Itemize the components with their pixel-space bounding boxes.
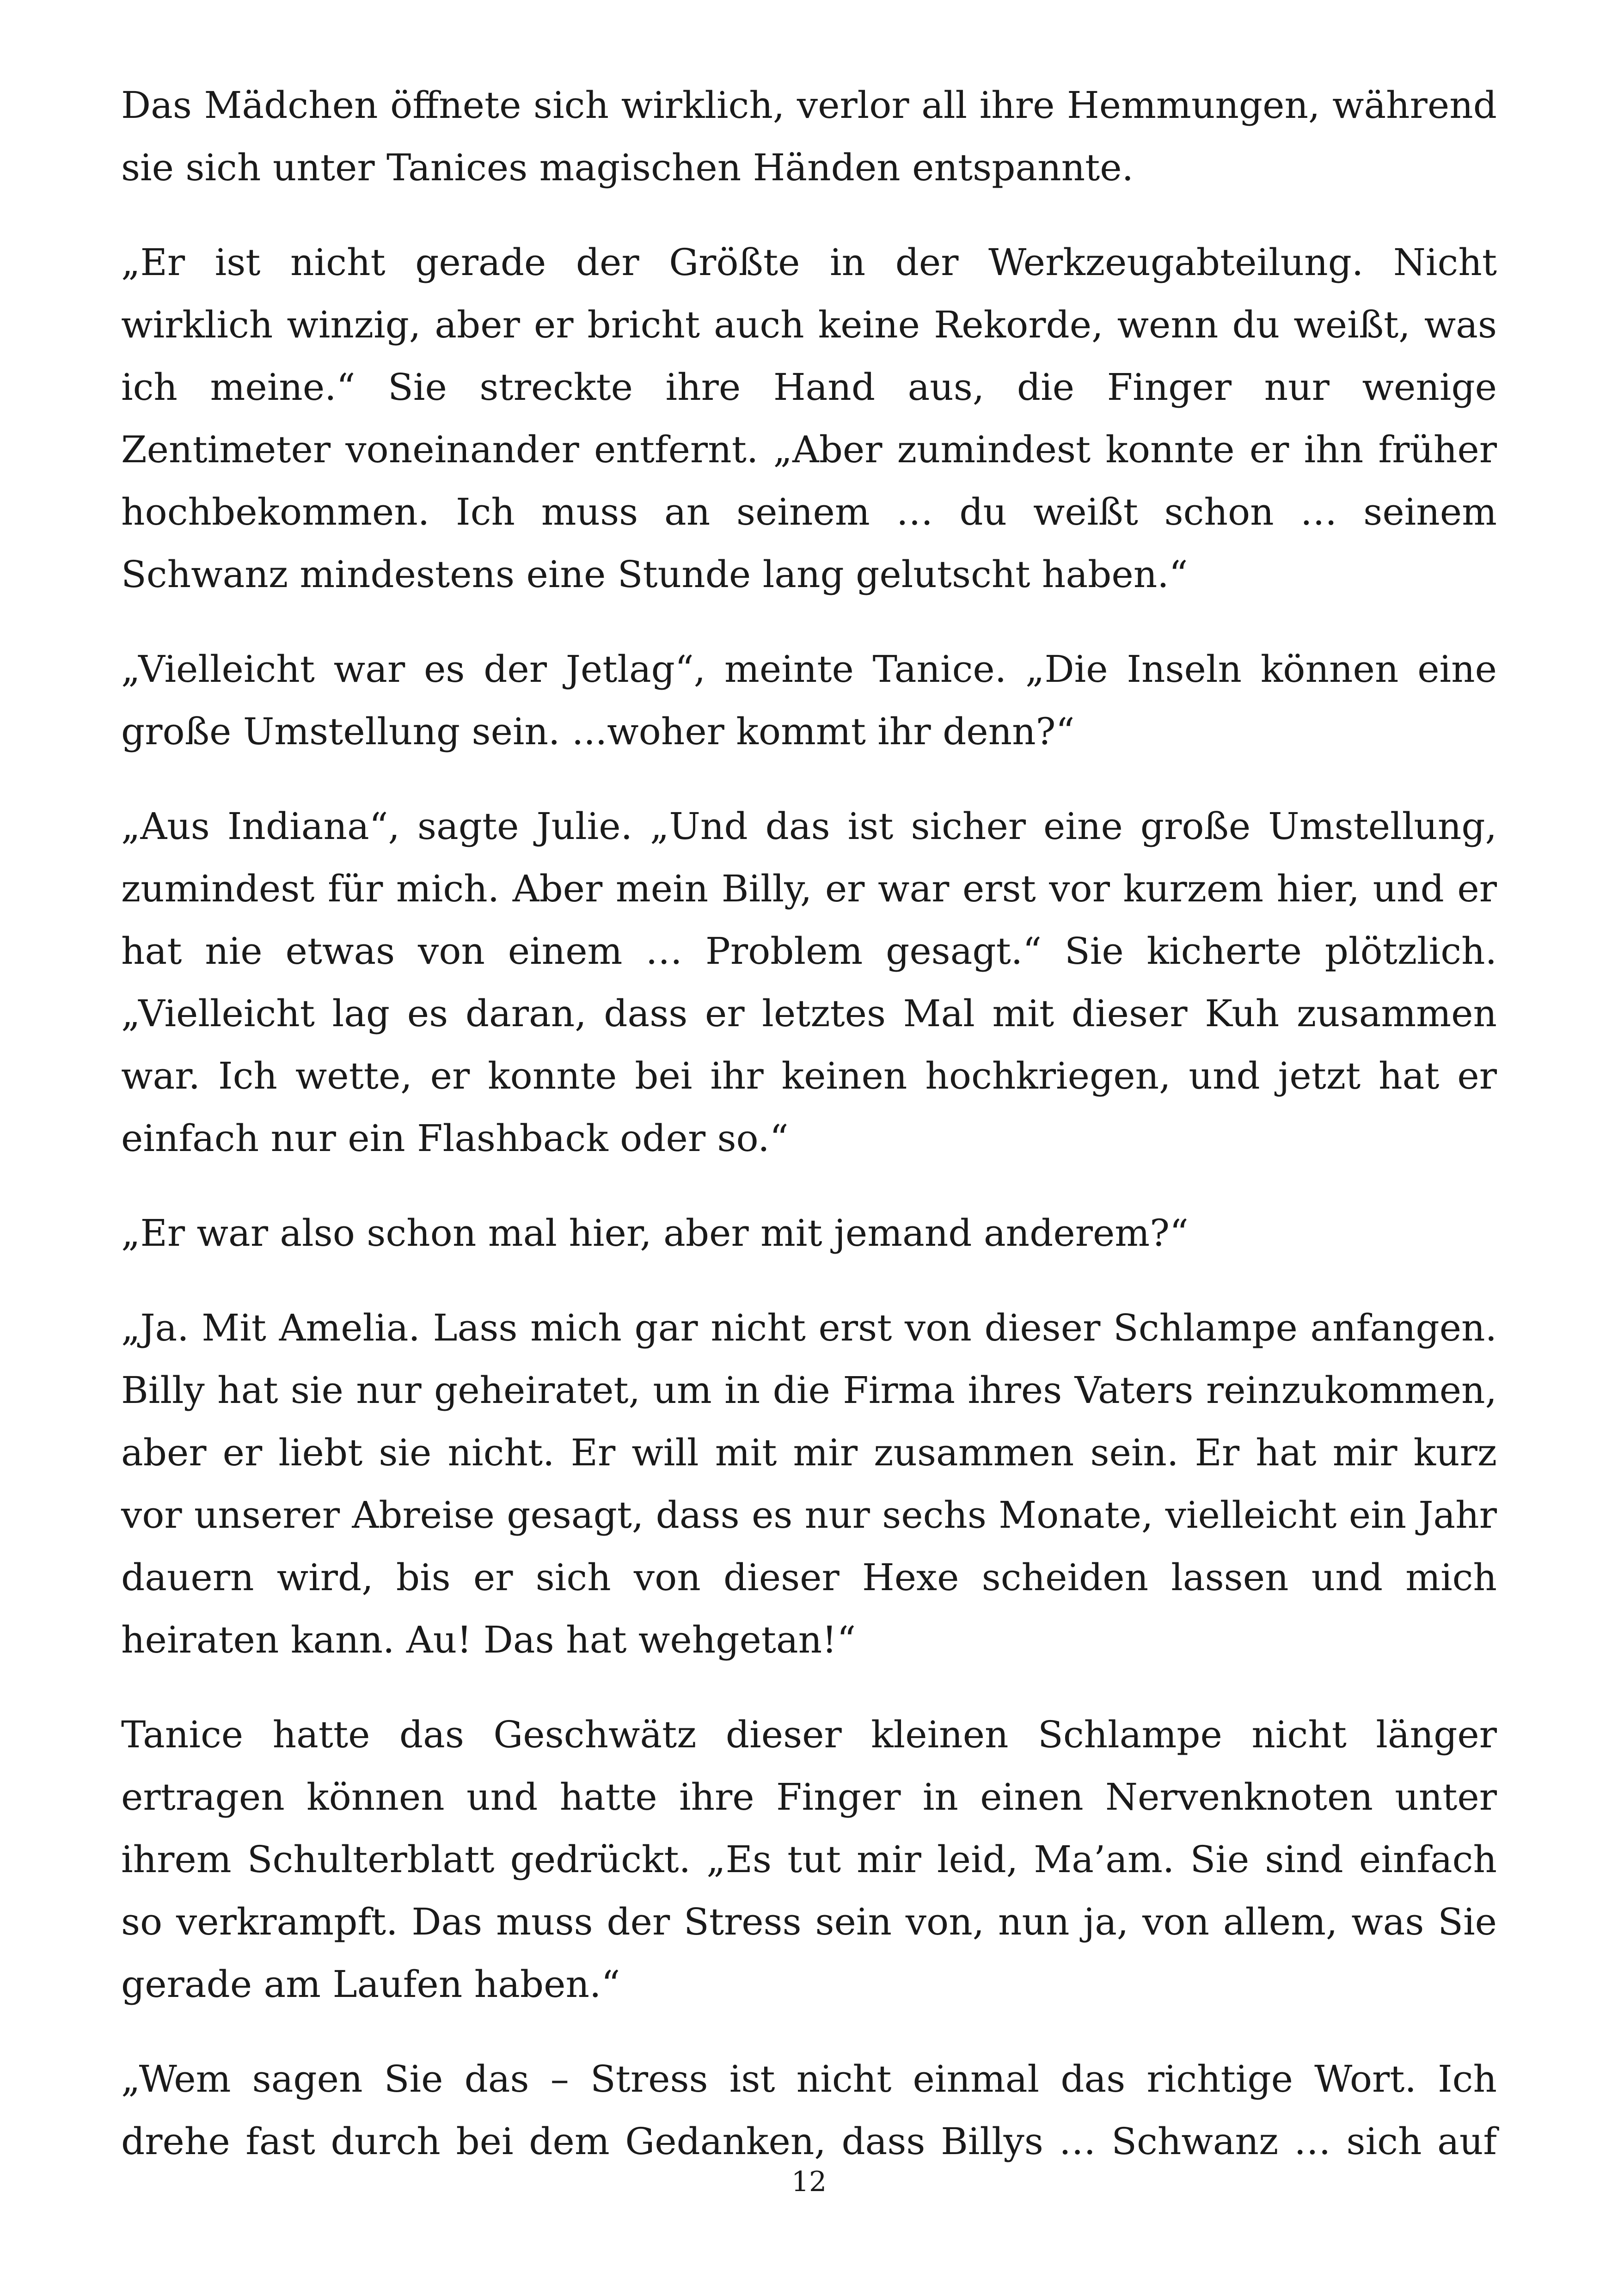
page-number: 12 [791,2166,827,2198]
paragraph: Das Mädchen öffnete sich wirklich, verlor all ihre Hemmungen, während sie sich unter Tanices magischen Händen entspannte. [121,84,1497,189]
paragraph: „Er war also schon mal hier, aber mit jemand anderem?“ [121,1212,1189,1255]
paragraph: Tanice hatte das Geschwätz dieser kleinen Schlampe nicht länger ertragen können und hatte ihre Finger in einen Nervenknoten unter ihrem Schulterblatt gedrückt. „Es tut mir leid, Ma’am. Sie sind einfach so verkrampft. Das muss der Stress sein von, nun ja, von allem, was Sie gerade am Laufen haben.“ [121,1713,1497,2006]
body-text [121,74,1497,2173]
paragraph: „Ja. Mit Amelia. Lass mich gar nicht erst von dieser Schlampe anfangen. Billy hat sie nur geheiratet, um in die Firma ihres Vaters reinzukommen, aber er liebt sie nicht. Er will mit mir zusammen sein. Er hat mir kurz vor unserer Abreise gesagt, dass es nur sechs Monate, vielleicht ein Jahr dauern wird, bis er sich von dieser Hexe scheiden lassen und mich heiraten kann. Au! Das hat wehgetan!“ [121,1306,1497,1661]
paragraph: „Wem sagen Sie das – Stress ist nicht einmal das richtige Wort. Ich drehe fast durch bei dem Gedanken, dass Billys … Schwanz … sich auf [121,2057,1497,2163]
paragraph: „Aus Indiana“, sagte Julie. „Und das ist sicher eine große Umstellung, zumindest für mich. Aber mein Billy, er war erst vor kurzem hier, und er hat nie etwas von einem … Problem gesagt.“ Sie kicherte plötzlich. „Vielleicht lag es daran, dass er letztes Mal mit dieser Kuh zusammen war. Ich wette, er konnte bei ihr keinen hochkriegen, und jetzt hat er einfach nur ein Flashback oder so.“ [121,805,1497,1160]
paragraph: „Vielleicht war es der Jetlag“, meinte Tanice. „Die Inseln können eine große Umstellung sein. ...woher kommt ihr denn?“ [121,648,1497,753]
paragraph: „Er ist nicht gerade der Größte in der Werkzeugabteilung. Nicht wirklich winzig, aber er bricht auch keine Rekorde, wenn du weißt, was ich meine.“ Sie streckte ihre Hand aus, die Finger nur wenige Zentimeter voneinander entfernt. „Aber zumindest konnte er ihn früher hochbekommen. Ich muss an seinem … du weißt schon … seinem Schwanz mindestens eine Stunde lang gelutscht haben.“ [121,241,1497,596]
